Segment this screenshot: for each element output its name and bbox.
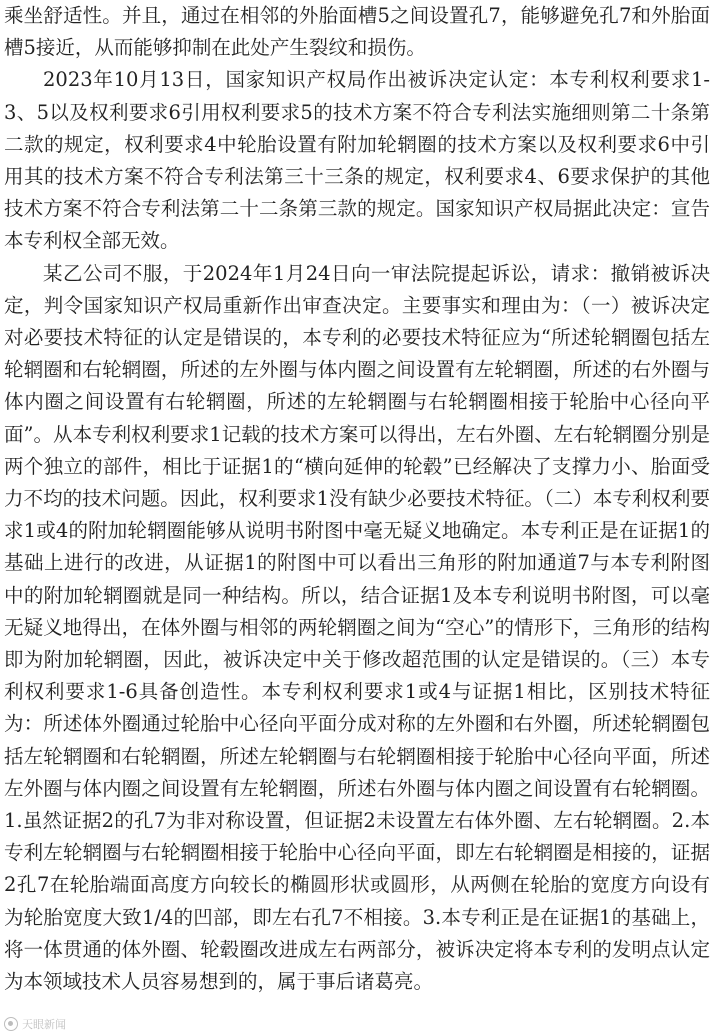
document-body: [4, 0, 710, 998]
watermark-text: 天眼新闻: [22, 1018, 66, 1031]
circle-logo-icon: [4, 1017, 18, 1031]
watermark: [4, 1016, 66, 1032]
paragraph-decision: 2023年10月13日，国家知识产权局作出被诉决定认定：本专利权利要求1-3、5以及权利要求6引用权利要求5的技术方案不符合专利法实施细则第二十条第二款的规定，权利要求4中轮胎设置有附加轮辋圈的技术方案以及权利要求6中引用其的技术方案不符合专利法第三十三条的规定，权利要求4、6要求保护的其他技术方案不符合专利法第二十二条第三款的规定。国家知识产权局据此决定：宣告本专利权全部无效。: [4, 68, 710, 253]
paragraph-lawsuit: 某乙公司不服，于2024年1月24日向一审法院提起诉讼，请求：撤销被诉决定，判令国家知识产权局重新作出审查决定。主要事实和理由为：（一）被诉决定对必要技术特征的认定是错误的，本专利的必要技术特征应为“所述轮辋圈包括左轮辋圈和右轮辋圈，所述的左外圈与体内圈之间设置有左轮辋圈，所述的右外圈与体内圈之间设置有右轮辋圈，所述的左轮辋圈与右轮辋圈相接于轮胎中心径向平面”。从本专利权利要求1记载的技术方案可以得出，左右外圈、左右轮辋圈分别是两个独立的部件，相比于证据1的“横向延伸的轮毂”已经解决了支撑力小、胎面受力不均的技术问题。因此，权利要求1没有缺少必要技术特征。（二）本专利权利要求1或4的附加轮辋圈能够从说明书附图中毫无疑义地确定。本专利正是在证据1的基础上进行的改进，从证据1的附图中可以看出三角形的附加通道7与本专利附图中的附加轮辋圈就是同一种结构。所以，结合证据1及本专利说明书附图，可以毫无疑义地得出，在体外圈与相邻的两轮辋圈之间为“空心”的情形下，三角形的结构即为附加轮辋圈，因此，被诉决定中关于修改超范围的认定是错误的。（三）本专利权利要求1-6具备创造性。本专利权利要求1或4与证据1相比，区别技术特征为：所述体外圈通过轮胎中心径向平面分成对称的左外圈和右外圈，所述轮辋圈包括左轮辋圈和右轮辋圈，所述左轮辋圈与右轮辋圈相接于轮胎中心径向平面，所述左外圈与体内圈之间设置有左轮辋圈，所述右外圈与体内圈之间设置有右轮辋圈。1.虽然证据2的孔7为非对称设置，但证据2未设置左右体外圈、左右轮辋圈。2.本专利左轮辋圈与右轮辋圈相接于轮胎中心径向平面，即左右轮辋圈是相接的，证据2孔7在轮胎端面高度方向较长的椭圆形状或圆形，从两侧在轮胎的宽度方向设有为轮胎宽度大致1/4的凹部，即左右孔7不相接。3.本专利正是在证据1的基础上，将一体贯通的体外圈、轮毂圈改进成左右两部分，被诉决定将本专利的发明点认定为本领域技术人员容易想到的，属于事后诸葛亮。: [4, 261, 710, 994]
paragraph-continuation: 乘坐舒适性。并且，通过在相邻的外胎面槽5之间设置孔7，能够避免孔7和外胎面槽5接近，从而能够抑制在此处产生裂纹和损伤。: [4, 4, 710, 60]
